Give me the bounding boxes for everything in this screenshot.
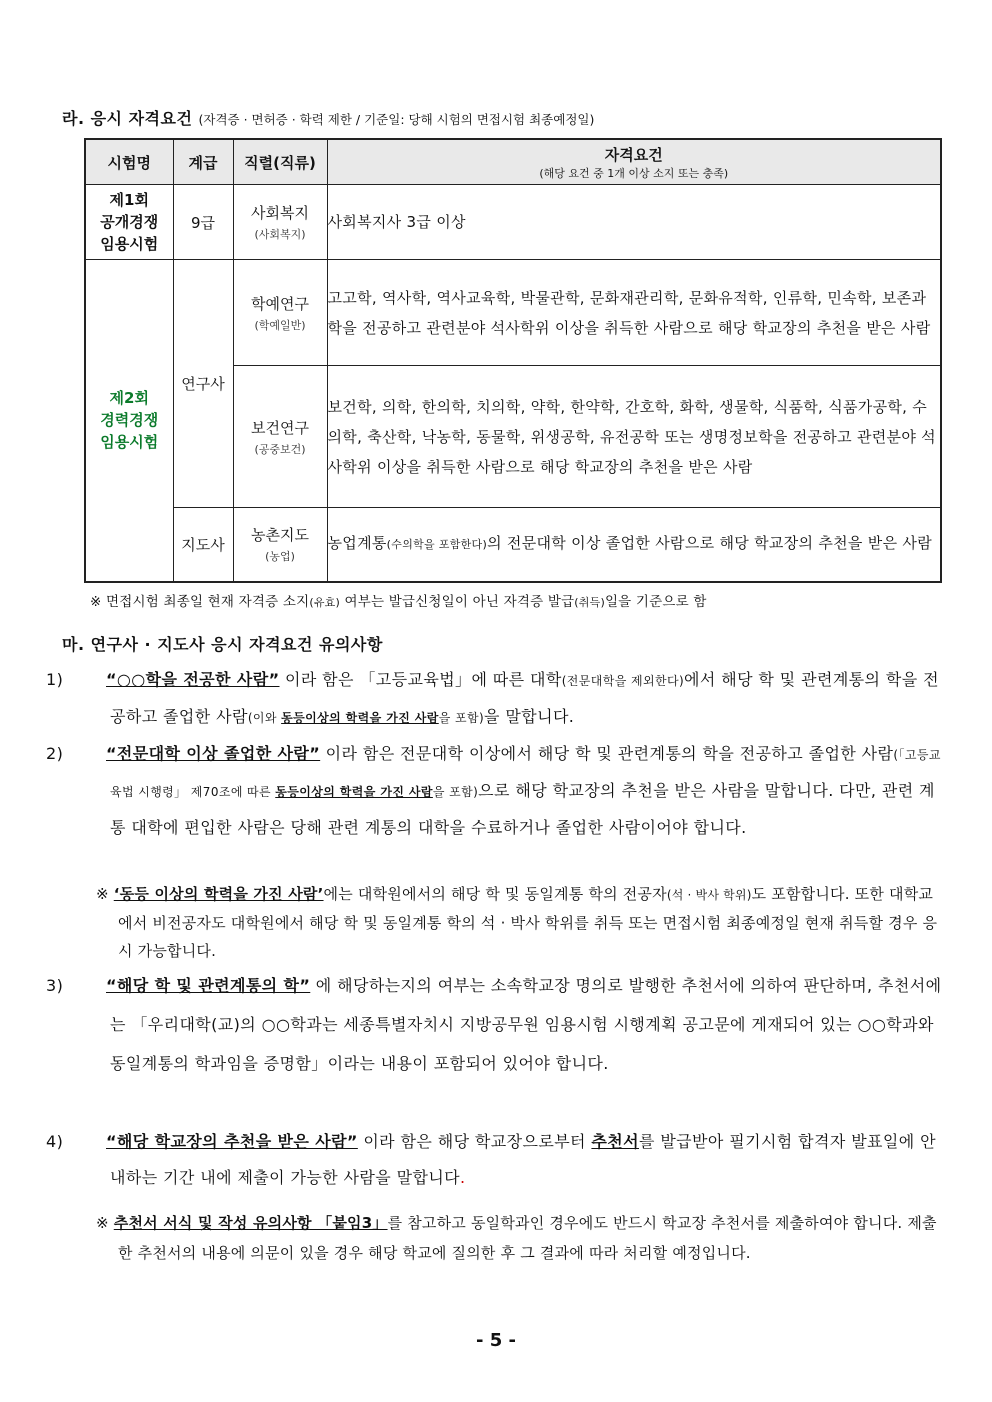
table-row xyxy=(85,185,941,260)
table-row xyxy=(85,260,941,366)
item-4: 4) “해당 학교장의 추천을 받은 사람” 이라 함은 해당 학교장으로부터 추천서를 발급받아 필기시험 합격자 발표일에 안내하는 기간 내에 제출이 가능한 사람을 말합니다. xyxy=(46,1132,936,1187)
qualification-table xyxy=(84,138,942,583)
item-1: 1) “○○학을 전공한 사람” 이라 함은 「고등교육법」에 따른 대학(전문대학을 제외한다)에서 해당 학 및 관련계통의 학을 전공하고 졸업한 사람(이와 동등이상의 학력을 가진 사람을 포함)을 말합니다. xyxy=(46,670,939,726)
header-exam: 시험명 xyxy=(85,139,173,185)
exam1-requirement: 사회복지사 3급 이상 xyxy=(327,185,941,260)
exam2-grade-instructor: 지도사 xyxy=(173,508,233,582)
exam2-row2-position: 보건연구 (공중보건) xyxy=(233,366,327,508)
section-ra-subtitle: (자격증 · 면허증 · 학력 제한 / 기준일: 당해 시험의 면접시험 최종예정일) xyxy=(198,112,595,127)
table-footnote: ※ 면접시험 최종일 현재 자격증 소지(유효) 여부는 발급신청일이 아닌 자격증 발급(취득)일을 기준으로 함 xyxy=(90,594,707,610)
header-grade: 계급 xyxy=(173,139,233,185)
page-number: - 5 - xyxy=(476,1330,516,1351)
exam2-row1-requirement: 고고학, 역사학, 역사교육학, 박물관학, 문화재관리학, 문화유적학, 인류학, 민속학, 보존과학을 전공하고 관련분야 석사학위 이상을 취득한 사람으로 해당 학교장의 추천을 받은 사람 xyxy=(327,260,941,366)
header-requirement: 자격요건 (해당 요건 중 1개 이상 소지 또는 충족) xyxy=(327,139,941,185)
header-position: 직렬(직류) xyxy=(233,139,327,185)
exam2-name: 제2회 경력경쟁 임용시험 xyxy=(85,260,173,582)
section-ra-title: 라. 응시 자격요건 (자격증 · 면허증 · 학력 제한 / 기준일: 당해 시험의 면접시험 최종예정일) xyxy=(62,109,595,128)
item-4-note: ※ 추천서 서식 및 작성 유의사항 「붙임3」를 참고하고 동일학과인 경우에도 반드시 학교장 추천서를 제출하여야 합니다. 제출한 추천서의 내용에 의문이 있을 경우 해당 학교에 질의한 후 그 결과에 따라 처리할 예정입니다. xyxy=(96,1214,937,1262)
exam2-row1-position: 학예연구 (학예일반) xyxy=(233,260,327,366)
section-ma-title: 마. 연구사 · 지도사 응시 자격요건 유의사항 xyxy=(62,635,383,654)
exam2-row3-position: 농촌지도 (농업) xyxy=(233,508,327,582)
exam1-grade: 9급 xyxy=(173,185,233,260)
item-3: 3) “해당 학 및 관련계통의 학” 에 해당하는지의 여부는 소속학교장 명의로 발행한 추천서에 의하여 판단하며, 추천서에는 「우리대학(교)의 ○○학과는 세종특별자치시 지방공무원 임용시험 시행계획 공고문에 게재되어 있는 ○○학과와 동일계통의 학과임을 증명함」이라는 내용이 포함되어 있어야 합니다. xyxy=(46,976,942,1073)
item-2-note: ※ ‘동등 이상의 학력을 가진 사람’에는 대학원에서의 해당 학 및 동일계통 학의 전공자(석 · 박사 학위)도 포함합니다. 또한 대학교에서 비전공자도 대학원에서 해당 학 및 동일계통 학의 석 · 박사 학위를 취득 또는 면접시험 최종예정일 현재 취득할 경우 응시 가능합니다. xyxy=(96,885,938,960)
exam1-name: 제1회 공개경쟁 임용시험 xyxy=(85,185,173,260)
exam1-position: 사회복지 (사회복지) xyxy=(233,185,327,260)
exam2-row3-requirement: 농업계통(수의학을 포함한다)의 전문대학 이상 졸업한 사람으로 해당 학교장의 추천을 받은 사람 xyxy=(327,508,941,582)
exam2-row2-requirement: 보건학, 의학, 한의학, 치의학, 약학, 한약학, 간호학, 화학, 생물학, 식품학, 식품가공학, 수의학, 축산학, 낙농학, 동물학, 위생공학, 유전공학 또는 생명정보학을 전공하고 관련분야 석사학위 이상을 취득한 사람으로 해당 학교장의 추천을 받은 사람 xyxy=(327,366,941,508)
item-2: 2) “전문대학 이상 졸업한 사람” 이라 함은 전문대학 이상에서 해당 학 및 관련계통의 학을 전공하고 졸업한 사람(「고등교육법 시행령」 제70조에 따른 동등이상의 학력을 가진 사람을 포함)으로 해당 학교장의 추천을 받은 사람을 말합니다. 다만, 관련 계통 대학에 편입한 사람은 당해 관련 계통의 대학을 수료하거나 졸업한 사람이어야 합니다. xyxy=(46,744,941,837)
table-row xyxy=(85,508,941,582)
exam2-grade-researcher: 연구사 xyxy=(173,260,233,508)
table-header-row xyxy=(85,139,941,185)
